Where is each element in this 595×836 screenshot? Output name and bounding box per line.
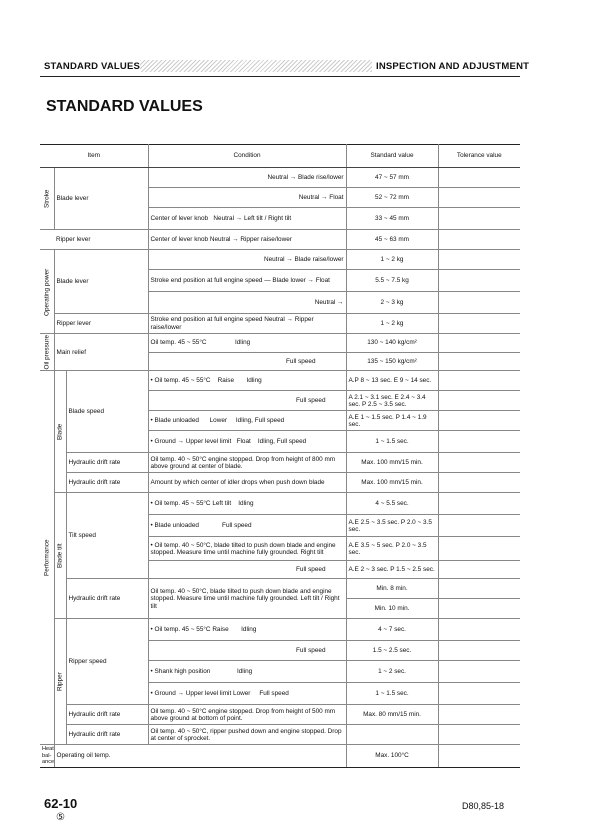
page-title: STANDARD VALUES xyxy=(46,98,203,115)
table-row xyxy=(40,168,520,188)
row-blade-speed: Blade speed xyxy=(66,371,148,453)
col-condition: Condition xyxy=(148,145,346,168)
cond-b: Neutral → Ripper raise/lower xyxy=(150,316,314,331)
cond: Oil temp. 40 ~ 50°C engine stopped. Drop from height of 500 mm above ground at bottom of point. xyxy=(148,705,346,725)
row-rd1: Hydraulic drift rate xyxy=(66,705,148,725)
value: A.E 2 ~ 3 sec. P 1.5 ~ 2.5 sec. xyxy=(346,561,438,579)
value: 1 ~ 1.5 sec. xyxy=(346,683,438,705)
c: • Oil temp. 45 ~ 55°C Raise xyxy=(150,626,229,634)
c-idling: Idling xyxy=(246,377,262,385)
table-row xyxy=(40,705,520,725)
col-tolerance: Tolerance value xyxy=(438,145,520,168)
group-stroke: Stroke xyxy=(40,168,54,230)
table-row xyxy=(40,314,520,334)
cond: Neutral → Float xyxy=(148,188,346,208)
c-lt: Left tilt xyxy=(300,595,320,603)
cond: Neutral → Blade rise/lower xyxy=(148,168,346,188)
value: Max. 100 mm/15 min. xyxy=(346,473,438,493)
table-row xyxy=(40,230,520,250)
c-rt: Right tilt xyxy=(300,548,324,556)
group-blade-tilt: Blade tilt xyxy=(54,493,66,619)
standard-values-table xyxy=(40,144,520,768)
header-left: STANDARD VALUES xyxy=(44,61,141,72)
c: • Blade unloaded xyxy=(150,417,199,425)
table-row xyxy=(40,453,520,473)
c: • Ground → Upper level limit xyxy=(150,690,232,698)
c: • Ground → Upper level limit xyxy=(150,438,232,446)
col-item: Item xyxy=(40,145,148,168)
cond: Center of lever knob Neutral → Ripper raise/lower xyxy=(148,230,346,250)
c: • Oil temp. 45 ~ 55°C xyxy=(150,377,211,385)
cond-a: Stroke end position at full engine speed xyxy=(150,316,263,324)
value: 5.5 ~ 7.5 kg xyxy=(346,270,438,292)
table-row xyxy=(40,579,520,599)
value: 135 ~ 150 kg/cm² xyxy=(346,352,438,371)
row-rd2: Hydraulic drift rate xyxy=(66,725,148,745)
cond-stroke-end: Stroke end position at full engine speed xyxy=(150,276,263,284)
cond-temp: Oil temp. 45 ~ 55°C xyxy=(150,339,207,347)
c-fs: Full speed xyxy=(259,690,289,698)
cond xyxy=(148,619,346,641)
cond: Full speed xyxy=(148,641,346,661)
row-hd1: Hydraulic drift rate xyxy=(66,453,148,473)
value: 1 ~ 2 kg xyxy=(346,314,438,334)
c: • Shank high position xyxy=(150,668,211,676)
group-heat-balance: Heat bal-ance xyxy=(42,746,55,766)
group-blade: Blade xyxy=(54,371,66,493)
cond xyxy=(148,314,346,334)
c-idling: Idling xyxy=(236,668,253,676)
value: 2 ~ 3 kg xyxy=(346,292,438,314)
value: 4 ~ 7 sec. xyxy=(346,619,438,641)
value: 47 ~ 57 mm xyxy=(346,168,438,188)
row-ripper-speed: Ripper speed xyxy=(66,619,148,705)
cond: Oil temp. 40 ~ 50°C, ripper pushed down and engine stopped. Drop at center of sprocket. xyxy=(148,725,346,745)
header-rule xyxy=(40,76,520,77)
cond xyxy=(148,683,346,705)
value: 130 ~ 140 kg/cm² xyxy=(346,334,438,353)
value: A.E 1 ~ 1.5 sec. P 1.4 ~ 1.9 sec. xyxy=(346,411,438,431)
cond: Stroke end position at full engine speed — Blade lower → Float xyxy=(148,270,346,292)
cond: Oil temp. 40 ~ 50°C, blade tilted to push down blade and engine stopped. Measure time until machine fully grounded. Left tilt / Right tilt xyxy=(148,579,346,619)
cond xyxy=(148,411,346,431)
value: Max. 80 mm/15 min. xyxy=(346,705,438,725)
value: A.P 8 ~ 13 sec. E 9 ~ 14 sec. xyxy=(346,371,438,391)
cond-knob: Center of lever knob xyxy=(150,214,209,222)
c: Oil temp. 40 ~ 50°C, blade tilted to push down blade and engine stopped. Measure time until machine fully grounded. xyxy=(150,587,332,603)
table-row xyxy=(40,334,520,353)
value xyxy=(346,725,438,745)
value: A.E 2.5 ~ 3.5 sec. P 2.0 ~ 3.5 sec. xyxy=(346,515,438,537)
value: Min. 8 min. xyxy=(346,579,438,599)
header-right: INSPECTION AND ADJUSTMENT xyxy=(376,61,530,72)
page-number: 62-10 xyxy=(44,796,78,811)
cond: Neutral → xyxy=(148,292,346,314)
row-td: Hydraulic drift rate xyxy=(66,579,148,619)
group-oil-pressure: Oil pressure xyxy=(40,334,54,371)
row-main-relief: Main relief xyxy=(54,334,148,371)
cond: Full speed xyxy=(148,391,346,411)
c-idling: Idling xyxy=(241,626,257,634)
cond-neutral: Neutral → xyxy=(213,214,243,222)
row-hd2: Hydraulic drift rate xyxy=(66,473,148,493)
cond-right: Right tilt xyxy=(268,214,292,222)
cond xyxy=(148,493,346,515)
c-lower: Lower xyxy=(233,690,251,698)
value: 52 ~ 72 mm xyxy=(346,188,438,208)
table-row xyxy=(40,619,520,641)
c-if: Idling, Full speed xyxy=(257,438,307,446)
value: 45 ~ 63 mm xyxy=(346,230,438,250)
row-op-blade: Blade lever xyxy=(54,250,148,314)
c: • Oil temp. 45 ~ 55°C Left tilt xyxy=(150,500,232,508)
header-hatch xyxy=(140,60,372,72)
row-tilt-speed: Tilt speed xyxy=(66,493,148,579)
c: • Blade unloaded xyxy=(150,522,199,530)
table-row xyxy=(40,745,520,767)
value: 1.5 ~ 2.5 sec. xyxy=(346,641,438,661)
table-row xyxy=(40,371,520,391)
value: Max. 100 mm/15 min. xyxy=(346,453,438,473)
cond xyxy=(148,515,346,537)
model-number: D80,85-18 xyxy=(462,801,505,811)
cond xyxy=(148,661,346,683)
row-blade-lever: Blade lever xyxy=(54,168,148,230)
value: A 2.1 ~ 3.1 sec. E 2.4 ~ 3.4 sec. P 2.5 ~ 3.5 sec. xyxy=(346,391,438,411)
revision-mark: ⑤ xyxy=(56,812,65,823)
table-row xyxy=(40,725,520,745)
c-rt: Right tilt xyxy=(150,595,340,610)
cond-idling: Idling xyxy=(234,339,251,347)
value: 33 ~ 45 mm xyxy=(346,208,438,230)
row-op-ripper: Ripper lever xyxy=(54,314,148,334)
c-lower: Lower xyxy=(209,417,228,425)
group-ripper: Ripper xyxy=(54,619,66,745)
cond: Neutral → Blade raise/lower xyxy=(148,250,346,270)
c-fs: Full speed xyxy=(222,522,252,530)
group-operating-power: Operating power xyxy=(40,250,54,334)
c-raise: Raise xyxy=(217,377,234,385)
cond: Full speed xyxy=(148,352,346,371)
cond xyxy=(148,537,346,561)
row-ripper-lever: Ripper lever xyxy=(54,230,148,250)
value: Max. 100°C xyxy=(346,745,438,767)
table-row xyxy=(40,473,520,493)
cond: Oil temp. 40 ~ 50°C engine stopped. Drop from height of 800 mm above ground at center of blade. xyxy=(148,453,346,473)
group-performance: Performance xyxy=(40,371,54,745)
cond xyxy=(148,431,346,453)
c-float: Float xyxy=(236,438,251,446)
cond: Amount by which center of idler drops when push down blade xyxy=(148,473,346,493)
cond: Full speed xyxy=(148,561,346,579)
c: • Oil temp. 40 ~ 50°C, blade tilted to push down blade and engine stopped. Measure time until machine fully grounded. xyxy=(150,541,336,556)
cond-lower-float: Blade lower → Float xyxy=(272,276,330,284)
table-header-row xyxy=(40,145,520,168)
value: 1 ~ 2 sec. xyxy=(346,661,438,683)
value: A.E 3.5 ~ 5 sec. P 2.0 ~ 3.5 sec. xyxy=(346,537,438,561)
value: 1 ~ 2 kg xyxy=(346,250,438,270)
table-row xyxy=(40,250,520,270)
value: Min. 10 min. xyxy=(346,599,438,619)
cond xyxy=(148,371,346,391)
c-if: Idling, Full speed xyxy=(235,417,285,425)
table-row xyxy=(40,493,520,515)
cond-left: Left tilt xyxy=(243,214,263,222)
c-idling: Idling xyxy=(238,500,254,508)
cond xyxy=(148,334,346,353)
col-standard: Standard value xyxy=(346,145,438,168)
value: 4 ~ 5.5 sec. xyxy=(346,493,438,515)
row-op-oil-temp: Operating oil temp. xyxy=(54,745,346,767)
cond: Center of lever knob Neutral → Left tilt / Right tilt xyxy=(148,208,346,230)
value: 1 ~ 1.5 sec. xyxy=(346,431,438,453)
